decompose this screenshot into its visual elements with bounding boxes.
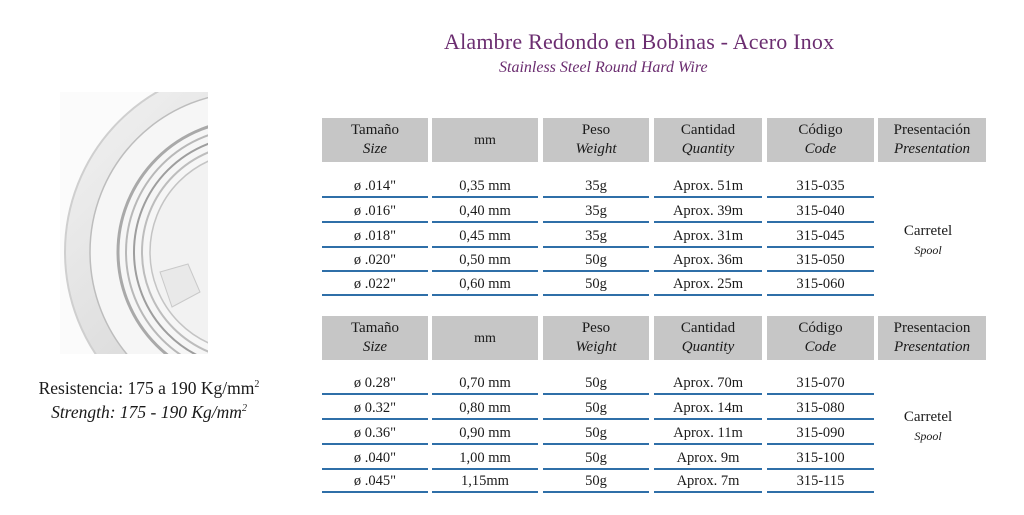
table-1-cell-qty: Aprox. 25m — [654, 273, 762, 296]
table-2-cell-qty: Aprox. 9m — [654, 447, 762, 470]
wire-spool-icon — [60, 92, 208, 354]
strength-es: Resistencia: 175 a 190 $Kg/mm^2$ — [38, 378, 260, 398]
presentation-es: Carretel — [903, 409, 953, 425]
page-subtitle: Stainless Steel Round Hard Wire — [499, 59, 708, 76]
table-1-cell-qty: Aprox. 31m — [654, 225, 762, 248]
table-1-cell-qty: Aprox. 39m — [654, 200, 762, 223]
table-1-cell-size: ø .022" — [322, 273, 428, 296]
table-2-cell-weight: 50g — [543, 372, 649, 395]
table-2-cell-weight: 50g — [543, 397, 649, 420]
table-2-header-code — [767, 316, 874, 360]
table-1-header-mm — [432, 118, 538, 162]
header-label-es: Peso — [581, 320, 611, 336]
header-label-es: Tamaño — [350, 320, 400, 336]
table-1-cell-code: 315-060 — [767, 273, 874, 296]
wire-spool-image — [60, 92, 208, 354]
table-1-cell-size: ø .016" — [322, 200, 428, 223]
table-2-cell-code: 315-115 — [767, 470, 874, 493]
table-2-cell-qty: Aprox. 7m — [654, 470, 762, 493]
table-1-cell-weight: 35g — [543, 225, 649, 248]
table-2-cell-size: ø .045" — [322, 470, 428, 493]
table-1-cell-mm: 0,40 mm — [432, 200, 538, 223]
table-2-cell-code: 315-070 — [767, 372, 874, 395]
table-2-header-weight — [543, 316, 649, 360]
table-2-cell-size: ø 0.28" — [322, 372, 428, 395]
header-label-en: Size — [362, 141, 388, 157]
header-label-es: Presentación — [893, 122, 971, 138]
table-2-cell-code: 315-090 — [767, 422, 874, 445]
header-label-es: Código — [798, 122, 843, 138]
table-1-presentation — [872, 222, 984, 260]
header-label-en: Presentation — [893, 141, 971, 157]
table-1-header-code — [767, 118, 874, 162]
table-1-cell-size: ø .018" — [322, 225, 428, 248]
table-1-cell-mm: 0,60 mm — [432, 273, 538, 296]
header-label-en: Presentation — [893, 339, 971, 355]
table-2-cell-mm: 0,90 mm — [432, 422, 538, 445]
table-1-cell-weight: 50g — [543, 273, 649, 296]
header-label-es: Código — [798, 320, 843, 336]
header-label-es: mm — [474, 330, 496, 346]
table-2-header-mm — [432, 316, 538, 360]
table-2-cell-code: 315-100 — [767, 447, 874, 470]
table-1-header-presentation — [878, 118, 986, 162]
table-2-cell-weight: 50g — [543, 470, 649, 493]
table-1-cell-qty: Aprox. 36m — [654, 249, 762, 272]
table-2-cell-size: ø 0.36" — [322, 422, 428, 445]
header-label-es: mm — [474, 132, 496, 148]
table-1-cell-size: ø .020" — [322, 249, 428, 272]
table-2-cell-mm: 1,15mm — [432, 470, 538, 493]
strength-spec — [18, 376, 280, 424]
table-1-cell-code: 315-045 — [767, 225, 874, 248]
header-label-en: Code — [804, 339, 837, 355]
header-label-en: Weight — [575, 141, 617, 157]
header-label-en: Size — [362, 339, 388, 355]
table-1-header-weight — [543, 118, 649, 162]
header-label-es: Presentacion — [893, 320, 971, 336]
table-2-cell-size: ø 0.32" — [322, 397, 428, 420]
strength-en: Strength: 175 - 190 $Kg/mm^2$ — [51, 402, 247, 422]
table-1-header-qty — [654, 118, 762, 162]
table-2-cell-qty: Aprox. 70m — [654, 372, 762, 395]
table-2-cell-size: ø .040" — [322, 447, 428, 470]
table-1-cell-size: ø .014" — [322, 175, 428, 198]
table-2-cell-weight: 50g — [543, 447, 649, 470]
header-label-en: Code — [804, 141, 837, 157]
table-2-header-size — [322, 316, 428, 360]
table-2-presentation — [872, 408, 984, 446]
table-2-cell-code: 315-080 — [767, 397, 874, 420]
table-1-cell-weight: 35g — [543, 175, 649, 198]
table-1-cell-qty: Aprox. 51m — [654, 175, 762, 198]
table-1-cell-weight: 35g — [543, 200, 649, 223]
header-label-en: Quantity — [681, 339, 735, 355]
header-label-es: Cantidad — [680, 122, 736, 138]
table-1-cell-code: 315-040 — [767, 200, 874, 223]
presentation-en: Spool — [914, 243, 942, 257]
header-label-en: Weight — [575, 339, 617, 355]
header-label-en: Quantity — [681, 141, 735, 157]
table-1-header-size — [322, 118, 428, 162]
table-1-cell-code: 315-050 — [767, 249, 874, 272]
header-label-es: Tamaño — [350, 122, 400, 138]
page-title: Alambre Redondo en Bobinas - Acero Inox — [444, 29, 835, 54]
table-1-cell-mm: 0,45 mm — [432, 225, 538, 248]
table-2-cell-mm: 0,70 mm — [432, 372, 538, 395]
table-2-header-presentation — [878, 316, 986, 360]
table-2-cell-qty: Aprox. 14m — [654, 397, 762, 420]
table-2-cell-mm: 1,00 mm — [432, 447, 538, 470]
table-1-cell-mm: 0,50 mm — [432, 249, 538, 272]
table-2-cell-qty: Aprox. 11m — [654, 422, 762, 445]
presentation-en: Spool — [914, 429, 942, 443]
table-1-cell-weight: 50g — [543, 249, 649, 272]
table-2-cell-weight: 50g — [543, 422, 649, 445]
presentation-es: Carretel — [903, 223, 953, 239]
header-label-es: Peso — [581, 122, 611, 138]
table-1-cell-mm: 0,35 mm — [432, 175, 538, 198]
table-2-header-qty — [654, 316, 762, 360]
header-label-es: Cantidad — [680, 320, 736, 336]
table-1-cell-code: 315-035 — [767, 175, 874, 198]
table-2-cell-mm: 0,80 mm — [432, 397, 538, 420]
